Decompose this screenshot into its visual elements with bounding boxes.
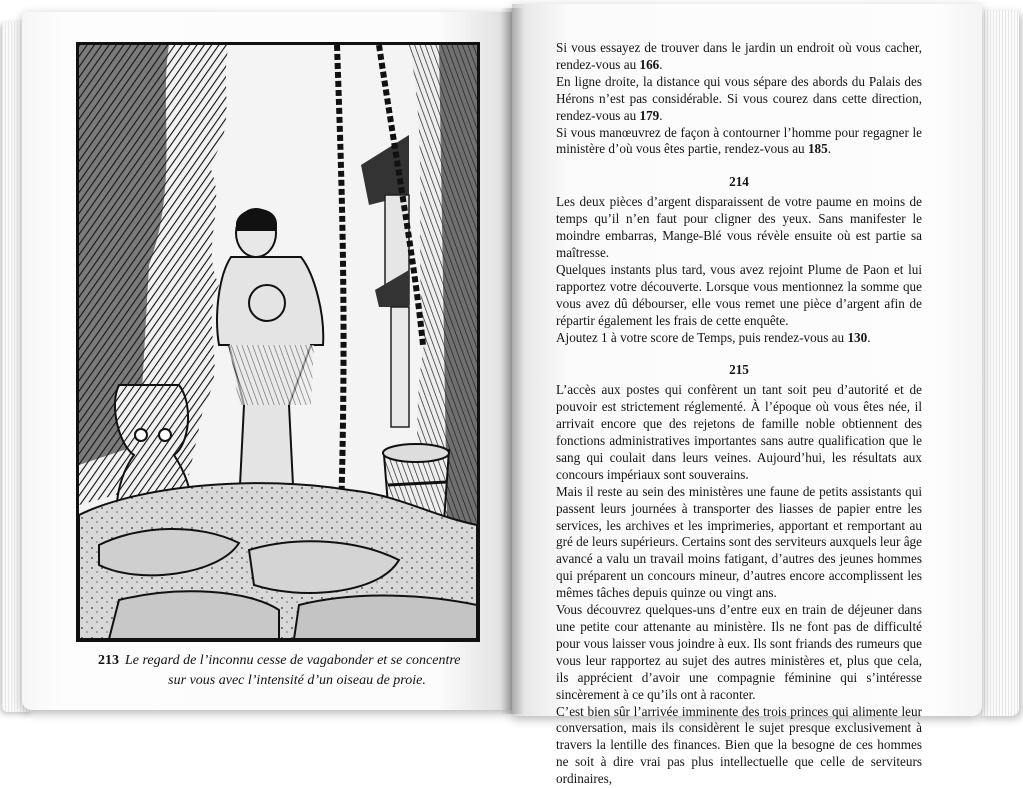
section-link-179[interactable]: 179 (639, 107, 660, 123)
choice-paragraph (556, 330, 922, 347)
choice-paragraph (556, 74, 922, 125)
choice-text: En ligne droite, la distance qui vous sépare des abords du Palais des Hérons n’est pas considérable. Si vous courez dans cette direction, rendez-vous au (556, 73, 922, 123)
paragraph: Les deux pièces d’argent disparaissent de votre paume en moins de temps qu’il n’en faut pour cligner des yeux. Sans manifester le moindre embarras, Mange-Blé vous révèle ensuite où est partie sa maîtresse. (556, 194, 922, 260)
punct: . (867, 329, 871, 345)
section-link-130[interactable]: 130 (847, 329, 868, 345)
section-link-185[interactable]: 185 (807, 141, 828, 157)
paragraph: C’est bien sûr l’arrivée imminente des trois princes qui alimente leur conversation, mais ils considèrent le sujet presque exclusivement à travers la lentille des finances. Bien que la besogne de ces hommes ne soit à dire vrai pas plus intellectuelle que celle de serviteurs ordinaires, (556, 703, 922, 787)
right-page-stack (979, 10, 1019, 716)
section-heading-214: 214 (729, 174, 749, 190)
choice-paragraph (556, 125, 922, 159)
choice-text: Ajoutez 1 à votre score de Temps, puis rendez-vous au (556, 329, 848, 345)
right-page-text (556, 40, 922, 788)
punct: . (827, 141, 832, 157)
punct: . (659, 107, 663, 123)
caption-line-2: sur vous avec l’intensité d’un oiseau de proie. (168, 673, 426, 688)
paragraph: Quelques instants plus tard, vous avez rejoint Plume de Paon et lui rapportez votre découverte. Lorsque vous mentionnez la somme que vous avez dû débourser, elle vous remet une pièce d’argent afin de répartir également les frais de cette enquête. (556, 261, 922, 328)
choice-text: Si vous essayez de trouver dans le jardin un endroit où vous cacher, rendez-vous au (556, 40, 922, 72)
section-link-166[interactable]: 166 (639, 56, 660, 72)
choice-text: Si vous manœuvrez de façon à contourner l’homme pour regagner le ministère d’où vous êtes partie, rendez-vous au (556, 124, 922, 157)
paragraph: L’accès aux postes qui confèrent un tant soit peu d’autorité et de pouvoir est strictement réglementé. À l’époque où vous êtes née, il arrivait encore que des rejetons de famille noble obtiennent des fonctions administratives importantes sans autre qualification que le sang qui coulait dans leurs veines. Aujourd’hui, les résultats aux concours impériaux sont souverains. (556, 382, 922, 482)
illustration-caption (98, 651, 478, 691)
caption-line-1: Le regard de l’inconnu cesse de vagabonder et se concentre (125, 653, 461, 668)
ink-illustration (76, 42, 480, 642)
punct: . (659, 56, 663, 72)
choice-paragraph (556, 40, 922, 74)
section-heading-215: 215 (729, 362, 749, 378)
paragraph: Mais il reste au sein des ministères une faune de petits assistants qui passent leurs journées à transporter des liasses de papier entre les services, les archives et les imprimeries, apportant et remportant au gré de leurs supérieurs. Certains sont des serviteurs auxquels leur âge avancé a valu un travail moins fatigant, d’autres des jeunes hommes qui préparent un concours mineur, d’autres encore accomplissent les mêmes tâches depuis quinze ou vingt ans. (556, 483, 922, 601)
caption-section-number: 213 (98, 653, 119, 668)
illustration-drawing (79, 45, 477, 639)
book-gutter (500, 8, 524, 714)
paragraph: Vous découvrez quelques-uns d’entre eux en train de déjeuner dans une petite cour attenante au ministère. Ils ne font pas de difficulté pour vous laisser vous joindre à eux. Ils sont friands des rumeurs que vous leur rapportez au sujet des autres ministères et, plus que cela, ils apprécient d’avoir une compagnie féminine qui s’intéresse sincèrement à ce qu’ils ont à raconter. (556, 602, 922, 702)
